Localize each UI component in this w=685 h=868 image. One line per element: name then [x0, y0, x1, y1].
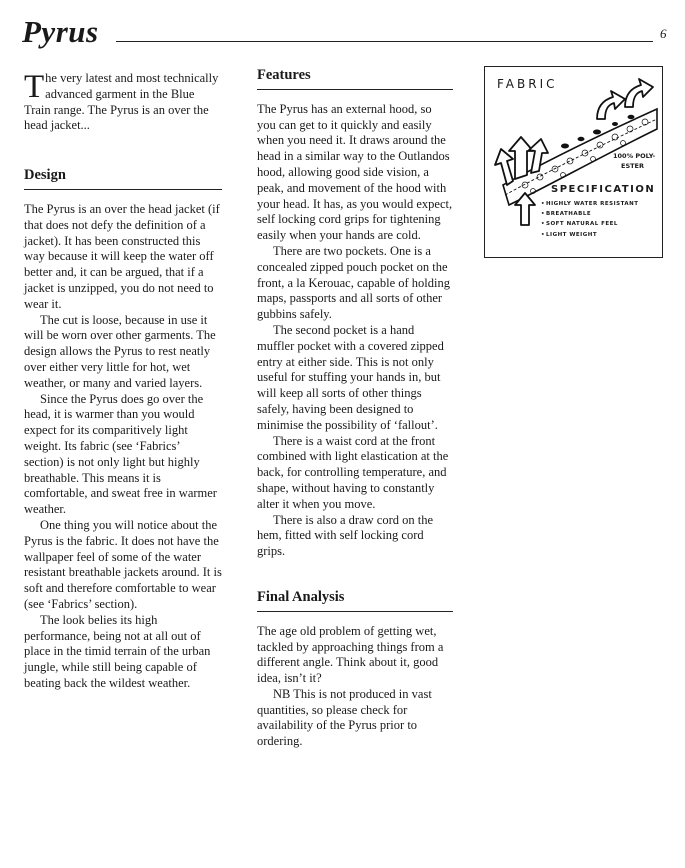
features-paragraph: There is also a draw cord on the hem, fitted with self locking cord grips. [257, 512, 434, 559]
page-title: Pyrus [22, 14, 99, 49]
spec-item: • LIGHT WEIGHT [541, 230, 639, 240]
features-paragraph: There are two pockets. One is a concealed zipped pouch pocket on the front, a la Kerouac, capable of holding maps, passports and all sorts of other gubbins safely. [257, 243, 450, 322]
drop-cap: T [24, 69, 45, 105]
design-paragraph: The look belies its high performance, being not at all out of place in the timid terrain of the urban jungle, while still being capable of beating back the wildest weather. [24, 612, 211, 690]
material-line-1: 100% POLY- [613, 152, 656, 160]
material-line-2: ESTER [621, 162, 645, 170]
specification-list [541, 199, 639, 240]
spec-item: • SOFT NATURAL FEEL [541, 219, 639, 229]
final-analysis-paragraph: The age old problem of getting wet, tackled by approaching things from a different angle. Think about it, good idea, isn’t it? [257, 623, 444, 686]
final-analysis-paragraph: NB This is not produced in vast quantities, so please check for availability of the Pyrus prior to ordering. [257, 686, 432, 749]
fabric-illustration [484, 66, 663, 258]
specification-heading: SPECIFICATION [551, 184, 656, 195]
design-heading: Design [24, 168, 222, 190]
spec-item: • HIGHLY WATER RESISTANT [541, 199, 639, 209]
features-paragraph: There is a waist cord at the front combined with light elastication at the back, for controlling temperature, and shape, without having to constantly alter it when you move. [257, 433, 449, 511]
title-rule [116, 41, 653, 42]
middle-column [257, 68, 453, 750]
fabric-material [613, 151, 663, 171]
left-column [24, 71, 222, 692]
page-number: 6 [660, 26, 667, 41]
features-paragraph: The Pyrus has an external hood, so you can get to it quickly and easily when you need it. It draws around the head in a similar way to the Outlandos hood, allowing good side vision, a peak, and movement of the hood with your head. It has, as you would expect, self locking cord grips for tightening easily when your hands are cold. [257, 101, 453, 243]
design-paragraph: The cut is loose, because in use it will be worn over other garments. The design allows the Pyrus to rest neatly over either very little for hot, wet weather, or many and varied layers. [24, 312, 216, 390]
features-paragraph: The second pocket is a hand muffler pocket with a covered zipped entry at either side. This is not only useful for stuffing your hands in, but will keep all sorts of other things safely, having been designed to minimise the possibility of ‘fallout’. [257, 322, 444, 432]
design-paragraph: The Pyrus is an over the head jacket (if that does not defy the definition of a jacket). It has been constructed this way because it will keep the water off better and, it can be argued, that if a jacket is unzipped, you do not need to wear it. [24, 201, 220, 311]
design-paragraph: Since the Pyrus does go over the head, it is warmer than you would expect for its comparitively light weight. Its fabric (see ‘Fabrics’ section) is not only light but highly breathable. This means it is comfortable, and sweat free in warmer weather. [24, 391, 217, 517]
fabric-label: FABRIC [497, 77, 558, 91]
final-analysis-heading: Final Analysis [257, 590, 453, 612]
intro-paragraph [24, 71, 222, 134]
features-heading: Features [257, 68, 453, 90]
spec-item: • BREATHABLE [541, 209, 639, 219]
design-paragraph: One thing you will notice about the Pyrus is the fabric. It does not have the wallpaper feel of some of the water resistant breathable jackets around. It is soft and therefore comfortable to wear (see ‘Fabrics’ section). [24, 517, 222, 611]
intro-text: he very latest and most technically advanced garment in the Blue Train range. The Pyrus is an over the head jacket... [24, 71, 219, 133]
